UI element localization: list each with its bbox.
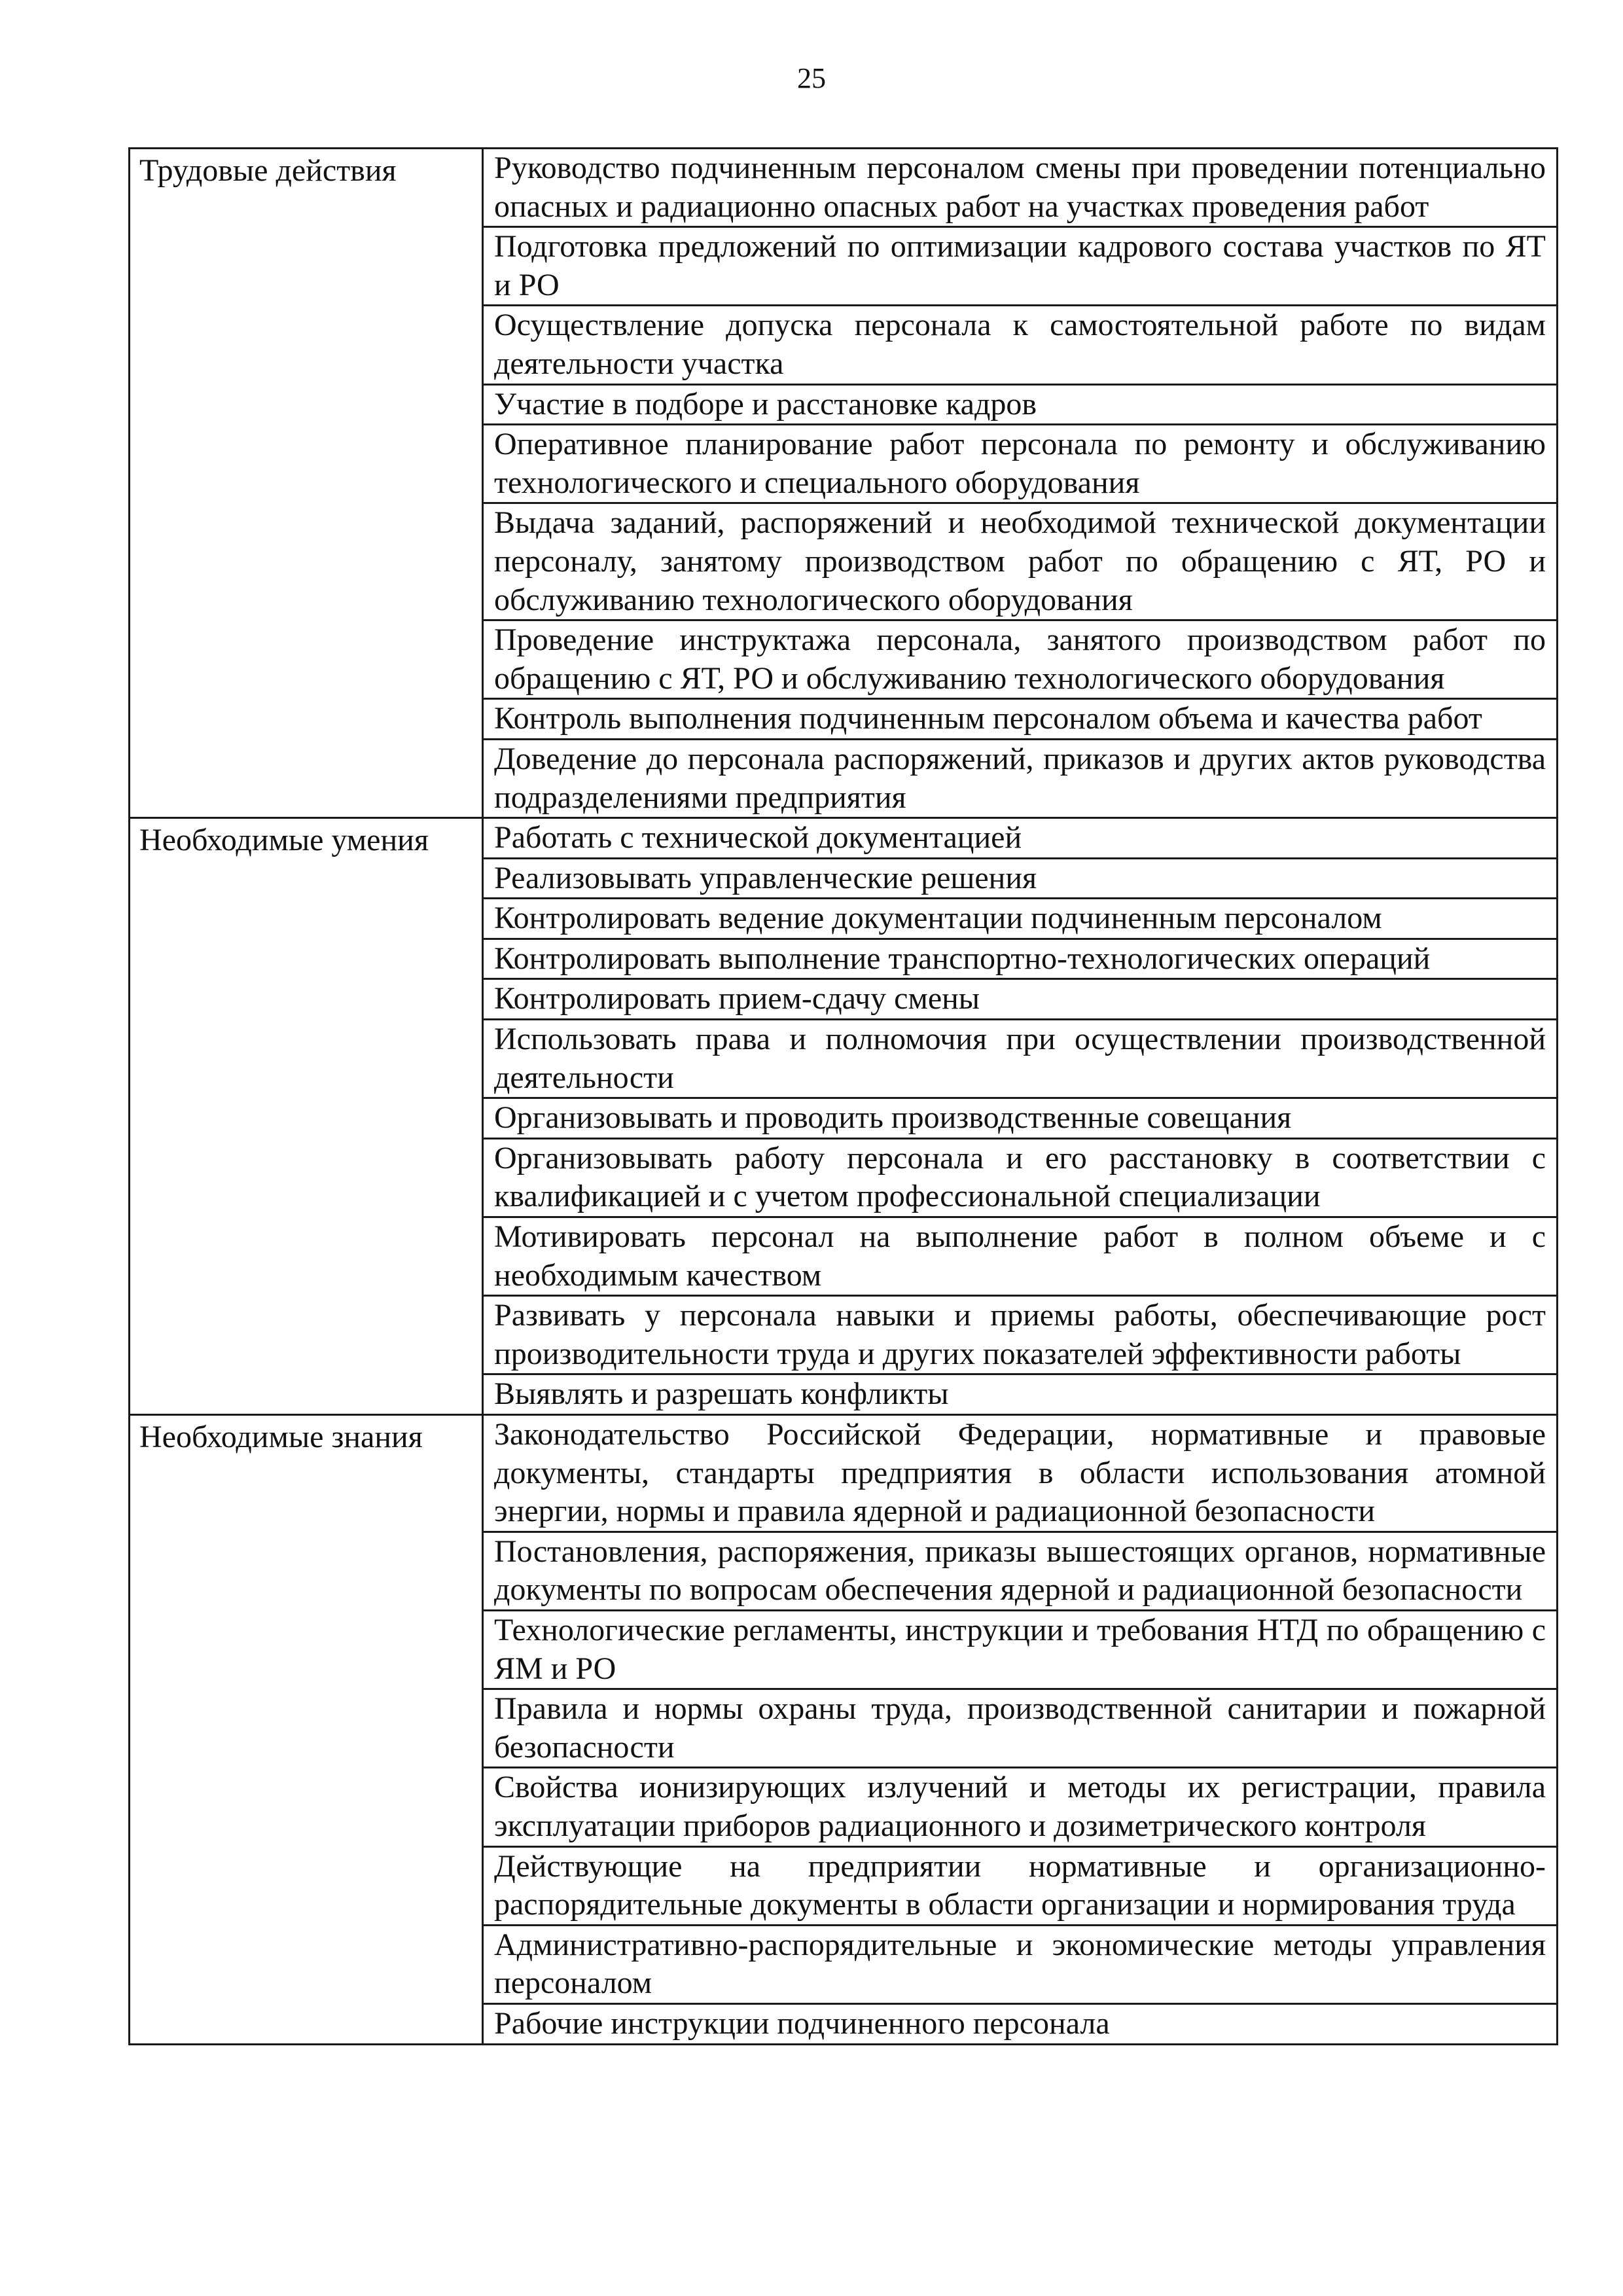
section-item: Доведение до персонала распоряжений, приказов и других актов руководства подразделениями предприятия: [483, 739, 1558, 817]
table-row: [130, 818, 1558, 859]
table-row: [130, 1415, 1558, 1532]
section-item: Развивать у персонала навыки и приемы работы, обеспечивающие рост производительности труда и других показателей эффективности работы: [483, 1296, 1558, 1374]
section-item: Административно-распорядительные и экономические методы управления персоналом: [483, 1925, 1558, 2003]
section-label-required-knowledge: Необходимые знания: [130, 1415, 483, 2045]
section-item: Работать с технической документацией: [483, 818, 1558, 859]
section-item: Контролировать ведение документации подчиненным персоналом: [483, 899, 1558, 939]
section-item: Осуществление допуска персонала к самостоятельной работе по видам деятельности участка: [483, 306, 1558, 384]
section-label-required-skills: Необходимые умения: [130, 818, 483, 1415]
table-row: [130, 149, 1558, 227]
section-item: Правила и нормы охраны труда, производственной санитарии и пожарной безопасности: [483, 1689, 1558, 1768]
section-item: Законодательство Российской Федерации, нормативные и правовые документы, стандарты предприятия в области использования атомной энергии, нормы и правила ядерной и радиационной безопасности: [483, 1415, 1558, 1532]
page-number: 25: [797, 62, 826, 94]
section-label-labor-actions: Трудовые действия: [130, 149, 483, 818]
section-item: Контроль выполнения подчиненным персоналом объема и качества работ: [483, 699, 1558, 740]
section-item: Выявлять и разрешать конфликты: [483, 1374, 1558, 1415]
section-item: Организовывать работу персонала и его расстановку в соответствии с квалификацией и с учетом профессиональной специализации: [483, 1138, 1558, 1217]
section-item: Контролировать прием-сдачу смены: [483, 979, 1558, 1020]
section-item: Выдача заданий, распоряжений и необходимой технической документации персоналу, занятому производством работ по обращению с ЯТ, РО и обслуживанию технологического оборудования: [483, 503, 1558, 620]
section-item: Контролировать выполнение транспортно-технологических операций: [483, 939, 1558, 979]
section-item: Руководство подчиненным персоналом смены при проведении потенциально опасных и радиационно опасных работ на участках проведения работ: [483, 149, 1558, 227]
section-item: Использовать права и полномочия при осуществлении производственной деятельности: [483, 1020, 1558, 1098]
section-item: Действующие на предприятии нормативные и организационно-распорядительные документы в области организации и нормирования труда: [483, 1846, 1558, 1925]
section-item: Технологические регламенты, инструкции и требования НТД по обращению с ЯМ и РО: [483, 1610, 1558, 1689]
section-item: Мотивировать персонал на выполнение работ в полном объеме и с необходимым качеством: [483, 1217, 1558, 1296]
section-item: Оперативное планирование работ персонала по ремонту и обслуживанию технологического и специального оборудования: [483, 425, 1558, 503]
section-item: Организовывать и проводить производственные совещания: [483, 1098, 1558, 1139]
qualification-table-body: [130, 149, 1558, 2045]
section-item: Рабочие инструкции подчиненного персонала: [483, 2003, 1558, 2044]
section-item: Подготовка предложений по оптимизации кадрового состава участков по ЯТ и РО: [483, 227, 1558, 306]
section-item: Участие в подборе и расстановке кадров: [483, 384, 1558, 425]
section-item: Реализовывать управленческие решения: [483, 858, 1558, 899]
section-item: Проведение инструктажа персонала, занятого производством работ по обращению с ЯТ, РО и обслуживанию технологического оборудования: [483, 620, 1558, 699]
section-item: Постановления, распоряжения, приказы вышестоящих органов, нормативные документы по вопросам обеспечения ядерной и радиационной безопасности: [483, 1532, 1558, 1610]
qualification-table: [128, 147, 1558, 2045]
section-item: Свойства ионизирующих излучений и методы их регистрации, правила эксплуатации приборов радиационного и дозиметрического контроля: [483, 1768, 1558, 1846]
